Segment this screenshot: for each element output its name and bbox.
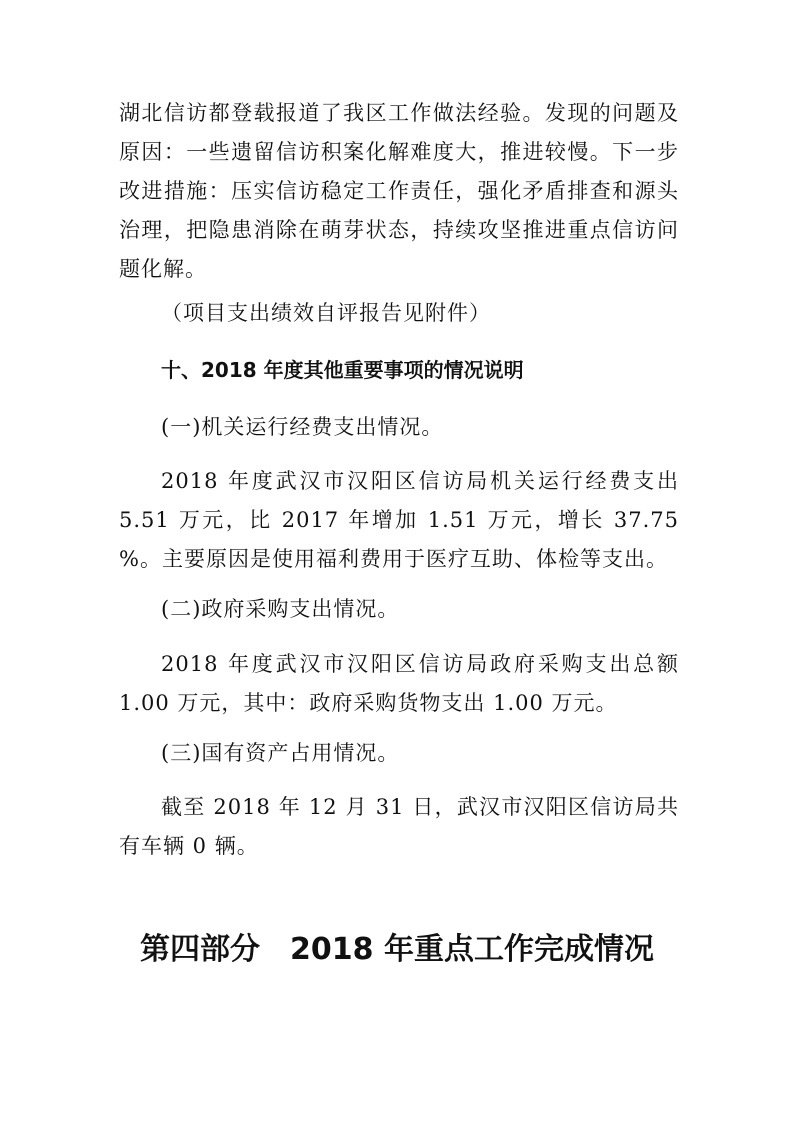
item-1-body: 2018 年度武汉市汉阳区信访局机关运行经费支出 5.51 万元，比 2017 年增加 1.51 万元，增长 37.75 %。主要原因是使用福利费用于医疗互助、体检等支出。 — [119, 469, 679, 571]
item-3-body: 截至 2018 年 12 月 31 日，武汉市汉阳区信访局共有车辆 0 辆。 — [119, 795, 679, 858]
attachment-note: （项目支出绩效自评报告见附件） — [161, 301, 491, 325]
item-1-title: (一)机关运行经费支出情况。 — [161, 415, 444, 439]
item-2-body: 2018 年度武汉市汉阳区信访局政府采购支出总额 1.00 万元，其中：政府采购货物支出 1.00 万元。 — [119, 652, 679, 715]
section-ten-heading: 十、2018 年度其他重要事项的情况说明 — [161, 358, 524, 382]
part-four-title: 第四部分 2018 年重点工作完成情况 — [140, 932, 654, 967]
item-2-title: (二)政府采购支出情况。 — [161, 597, 400, 621]
item-3-title: (三)国有资产占用情况。 — [161, 741, 400, 765]
intro-paragraph: 湖北信访都登载报道了我区工作做法经验。发现的问题及原因：一些遗留信访积案化解难度大，推进较慢。下一步改进措施：压实信访稳定工作责任，强化矛盾排查和源头治理，把隐患消除在萌芽状态，持续攻坚推进重点信访问题化解。 — [119, 101, 679, 281]
